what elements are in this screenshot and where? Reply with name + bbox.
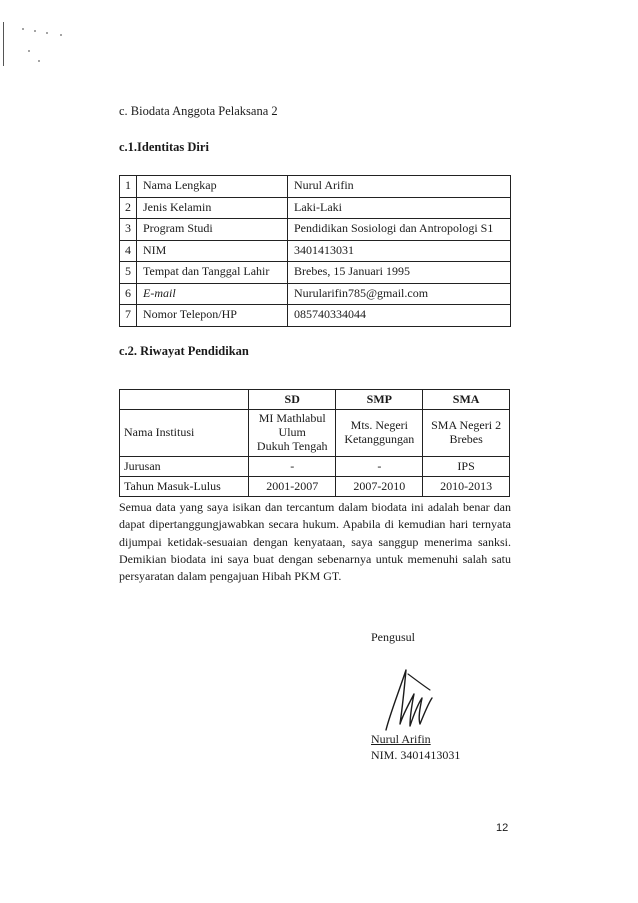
years-row (120, 477, 510, 497)
institution-sd-line: Ulum (278, 425, 306, 440)
identity-row-label: NIM (137, 240, 288, 262)
scan-specks (20, 28, 60, 68)
identity-row-value: Laki-Laki (288, 197, 511, 219)
identity-row (120, 197, 511, 219)
signer-name: Nurul Arifin (371, 732, 431, 746)
column-header-sd: SD (249, 390, 336, 410)
institution-row (120, 410, 510, 457)
major-label: Jurusan (120, 457, 249, 477)
corner-cell (120, 390, 249, 410)
identity-row (120, 240, 511, 262)
identity-row-label: Jenis Kelamin (137, 197, 288, 219)
scan-edge-mark (3, 22, 4, 66)
declaration-paragraph: Semua data yang saya isikan dan tercantum dalam biodata ini adalah benar dan dapat dipertanggungjawabkan secara hukum. Apabila di kemudian hari ternyata dijumpai ketidak-sesuaian dengan kenyataan, saya sanggup menerima sanksi. Demikian biodata ini saya buat dengan sebenarnya untuk memenuhi salah satu persyaratan dalam pengajuan Hibah PKM GT. (119, 500, 511, 584)
identity-row-number: 3 (120, 219, 137, 241)
identity-row-value: Brebes, 15 Januari 1995 (288, 262, 511, 284)
identity-row-number: 2 (120, 197, 137, 219)
identity-row-number: 1 (120, 176, 137, 198)
identity-row (120, 305, 511, 327)
identity-row (120, 262, 511, 284)
education-header-row (120, 390, 510, 410)
identity-row-number: 6 (120, 283, 137, 305)
institution-sma-line: Brebes (449, 432, 483, 446)
identity-row-label: Nomor Telepon/HP (137, 305, 288, 327)
identity-heading: c.1.Identitas Diri (119, 140, 209, 154)
years-smp: 2007-2010 (336, 477, 423, 497)
education-table (119, 389, 510, 497)
institution-sd-line: Dukuh Tengah (256, 438, 328, 453)
institution-smp (336, 410, 423, 457)
identity-row-value: Nurul Arifin (288, 176, 511, 198)
identity-row-label: Tempat dan Tanggal Lahir (137, 262, 288, 284)
education-heading: c.2. Riwayat Pendidikan (119, 344, 249, 358)
page-number: 12 (496, 822, 509, 834)
major-sma: IPS (423, 457, 510, 477)
identity-row-label: Nama Lengkap (137, 176, 288, 198)
handwritten-signature (380, 664, 436, 734)
identity-row (120, 176, 511, 198)
identity-row-value: 3401413031 (288, 240, 511, 262)
major-sd: - (249, 457, 336, 477)
institution-label: Nama Institusi (120, 410, 249, 457)
identity-row-label: Program Studi (137, 219, 288, 241)
identity-row-number: 7 (120, 305, 137, 327)
signature-title: Pengusul (371, 630, 416, 644)
institution-sma (423, 410, 510, 457)
institution-smp-line: Ketanggungan (344, 432, 415, 446)
signer-nim: NIM. 3401413031 (371, 748, 461, 762)
major-smp: - (336, 457, 423, 477)
column-header-smp: SMP (336, 390, 423, 410)
section-title: c. Biodata Anggota Pelaksana 2 (119, 104, 278, 118)
years-sd: 2001-2007 (249, 477, 336, 497)
institution-sma-line: SMA Negeri 2 (431, 418, 502, 433)
column-header-sma: SMA (423, 390, 510, 410)
identity-table (119, 175, 511, 327)
identity-row (120, 219, 511, 241)
major-row (120, 457, 510, 477)
identity-row-number: 4 (120, 240, 137, 262)
institution-sd (249, 410, 336, 457)
identity-row-value: 085740334044 (288, 305, 511, 327)
years-sma: 2010-2013 (423, 477, 510, 497)
institution-smp-line: Mts. Negeri (350, 418, 408, 433)
years-label: Tahun Masuk-Lulus (120, 477, 249, 497)
institution-sd-line: MI Mathlabul (258, 411, 326, 426)
identity-row-number: 5 (120, 262, 137, 284)
identity-row (120, 283, 511, 305)
identity-row-label: E-mail (137, 283, 288, 305)
identity-row-value: Nurularifin785@gmail.com (288, 283, 511, 305)
identity-row-value: Pendidikan Sosiologi dan Antropologi S1 (288, 219, 511, 241)
